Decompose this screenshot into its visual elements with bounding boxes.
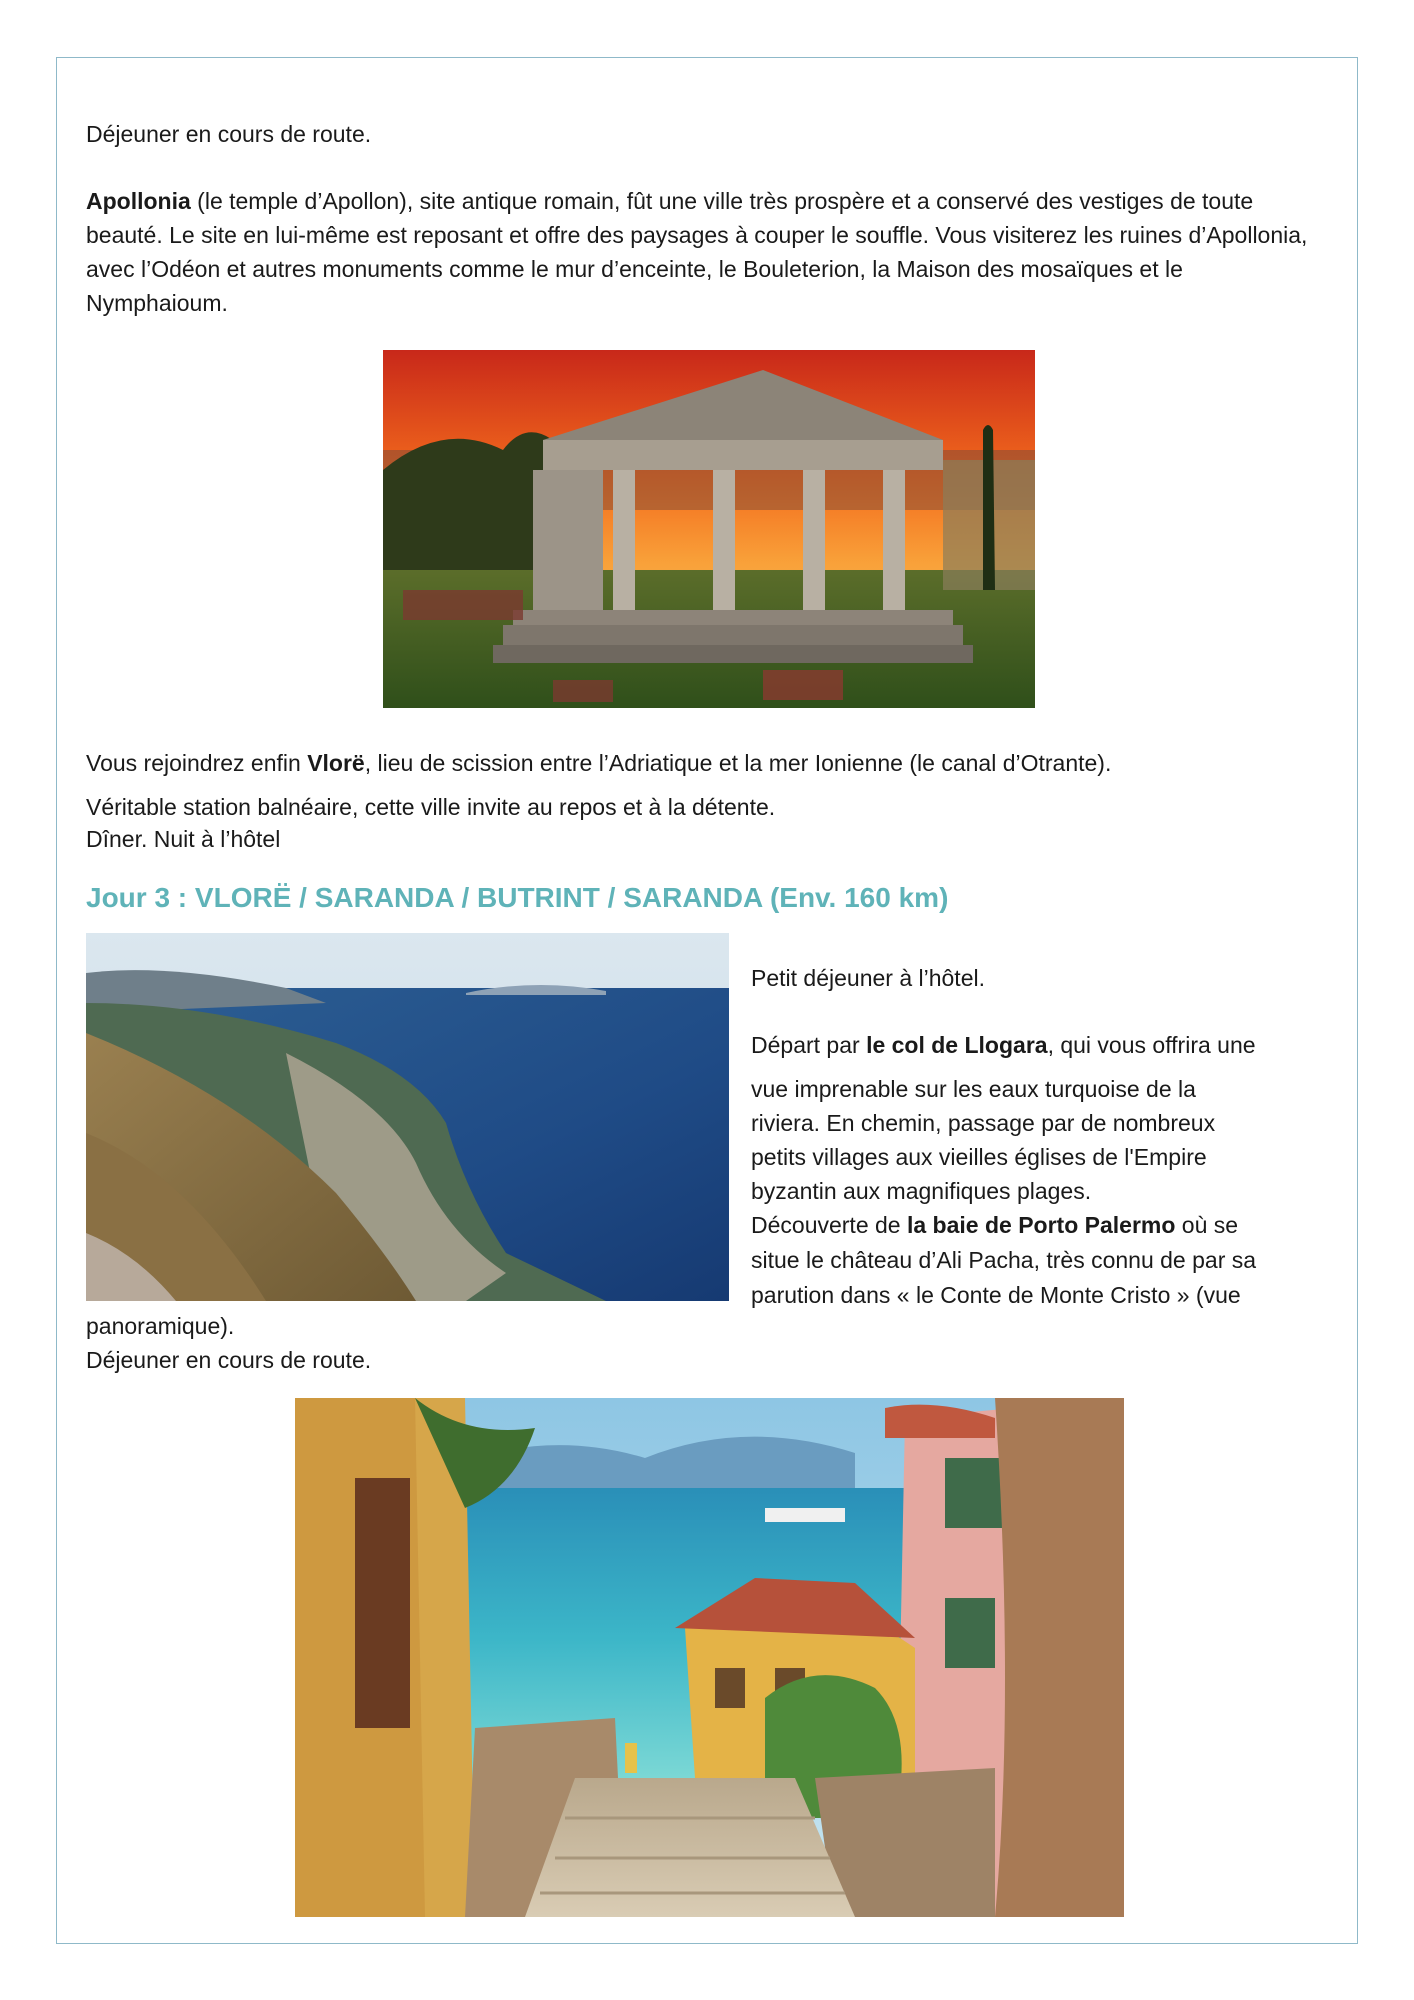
dinner-text: Dîner. Nuit à l’hôtel xyxy=(86,826,281,852)
porto-palermo-name: la baie de Porto Palermo xyxy=(906,1212,1176,1238)
day3-heading: Jour 3 : VLORË / SARANDA / BUTRINT / SARANDA (Env. 160 km) xyxy=(86,882,949,913)
vlore-post: , lieu de scission entre l’Adriatique et la mer Ionienne (le canal d’Otrante). xyxy=(364,750,1112,776)
vlore-paragraph xyxy=(86,746,1326,780)
day3-line-8: parution dans « le Conte de Monte Cristo » (vue xyxy=(751,1282,1241,1308)
departure-pre: Départ par xyxy=(751,1032,867,1058)
resort-text: Véritable station balnéaire, cette ville invite au repos et à la détente. xyxy=(86,794,776,820)
discover-post: où se xyxy=(1175,1212,1239,1238)
day3-line-4: petits villages aux vieilles églises de l'Empire xyxy=(751,1144,1207,1170)
saranda-stairs-photo xyxy=(295,1398,1124,1917)
day3-line-9: panoramique). xyxy=(86,1313,235,1339)
apollonia-paragraph xyxy=(86,184,1326,320)
vlore-name: Vlorë xyxy=(307,750,365,776)
llogara-name: le col de Llogara xyxy=(866,1032,1048,1058)
apollonia-name: Apollonia xyxy=(86,188,191,214)
departure-post: , qui vous offrira une xyxy=(1047,1032,1256,1058)
day3-line-3: riviera. En chemin, passage par de nombreux xyxy=(751,1110,1216,1136)
apollonia-temple-photo xyxy=(383,350,1035,708)
apollonia-description: (le temple d’Apollon), site antique romain, fût une ville très prospère et a conservé des vestiges de toute beauté. Le site en lui-même est reposant et offre des paysages à couper le souffle. Vous visiterez les ruines d’Apollonia, avec l’Odéon et autres monuments comme le mur d’enceinte, le Bouleterion, la Maison des mosaïques et le Nymphaioum. xyxy=(86,188,1308,316)
discover-pre: Découverte de xyxy=(751,1212,907,1238)
day3-line-2: vue imprenable sur les eaux turquoise de la xyxy=(751,1076,1196,1102)
lunch-text-1: Déjeuner en cours de route. xyxy=(86,121,372,147)
lunch-text-2: Déjeuner en cours de route. xyxy=(86,1347,372,1373)
breakfast-text: Petit déjeuner à l’hôtel. xyxy=(751,965,985,991)
day3-line-7: situe le château d’Ali Pacha, très connu de par sa xyxy=(751,1247,1257,1273)
departure-line xyxy=(751,1028,1256,1062)
day3-line-5: byzantin aux magnifiques plages. xyxy=(751,1178,1092,1204)
porto-palermo-line xyxy=(751,1208,1238,1242)
llogara-coast-photo xyxy=(86,933,729,1301)
vlore-pre: Vous rejoindrez enfin xyxy=(86,750,308,776)
